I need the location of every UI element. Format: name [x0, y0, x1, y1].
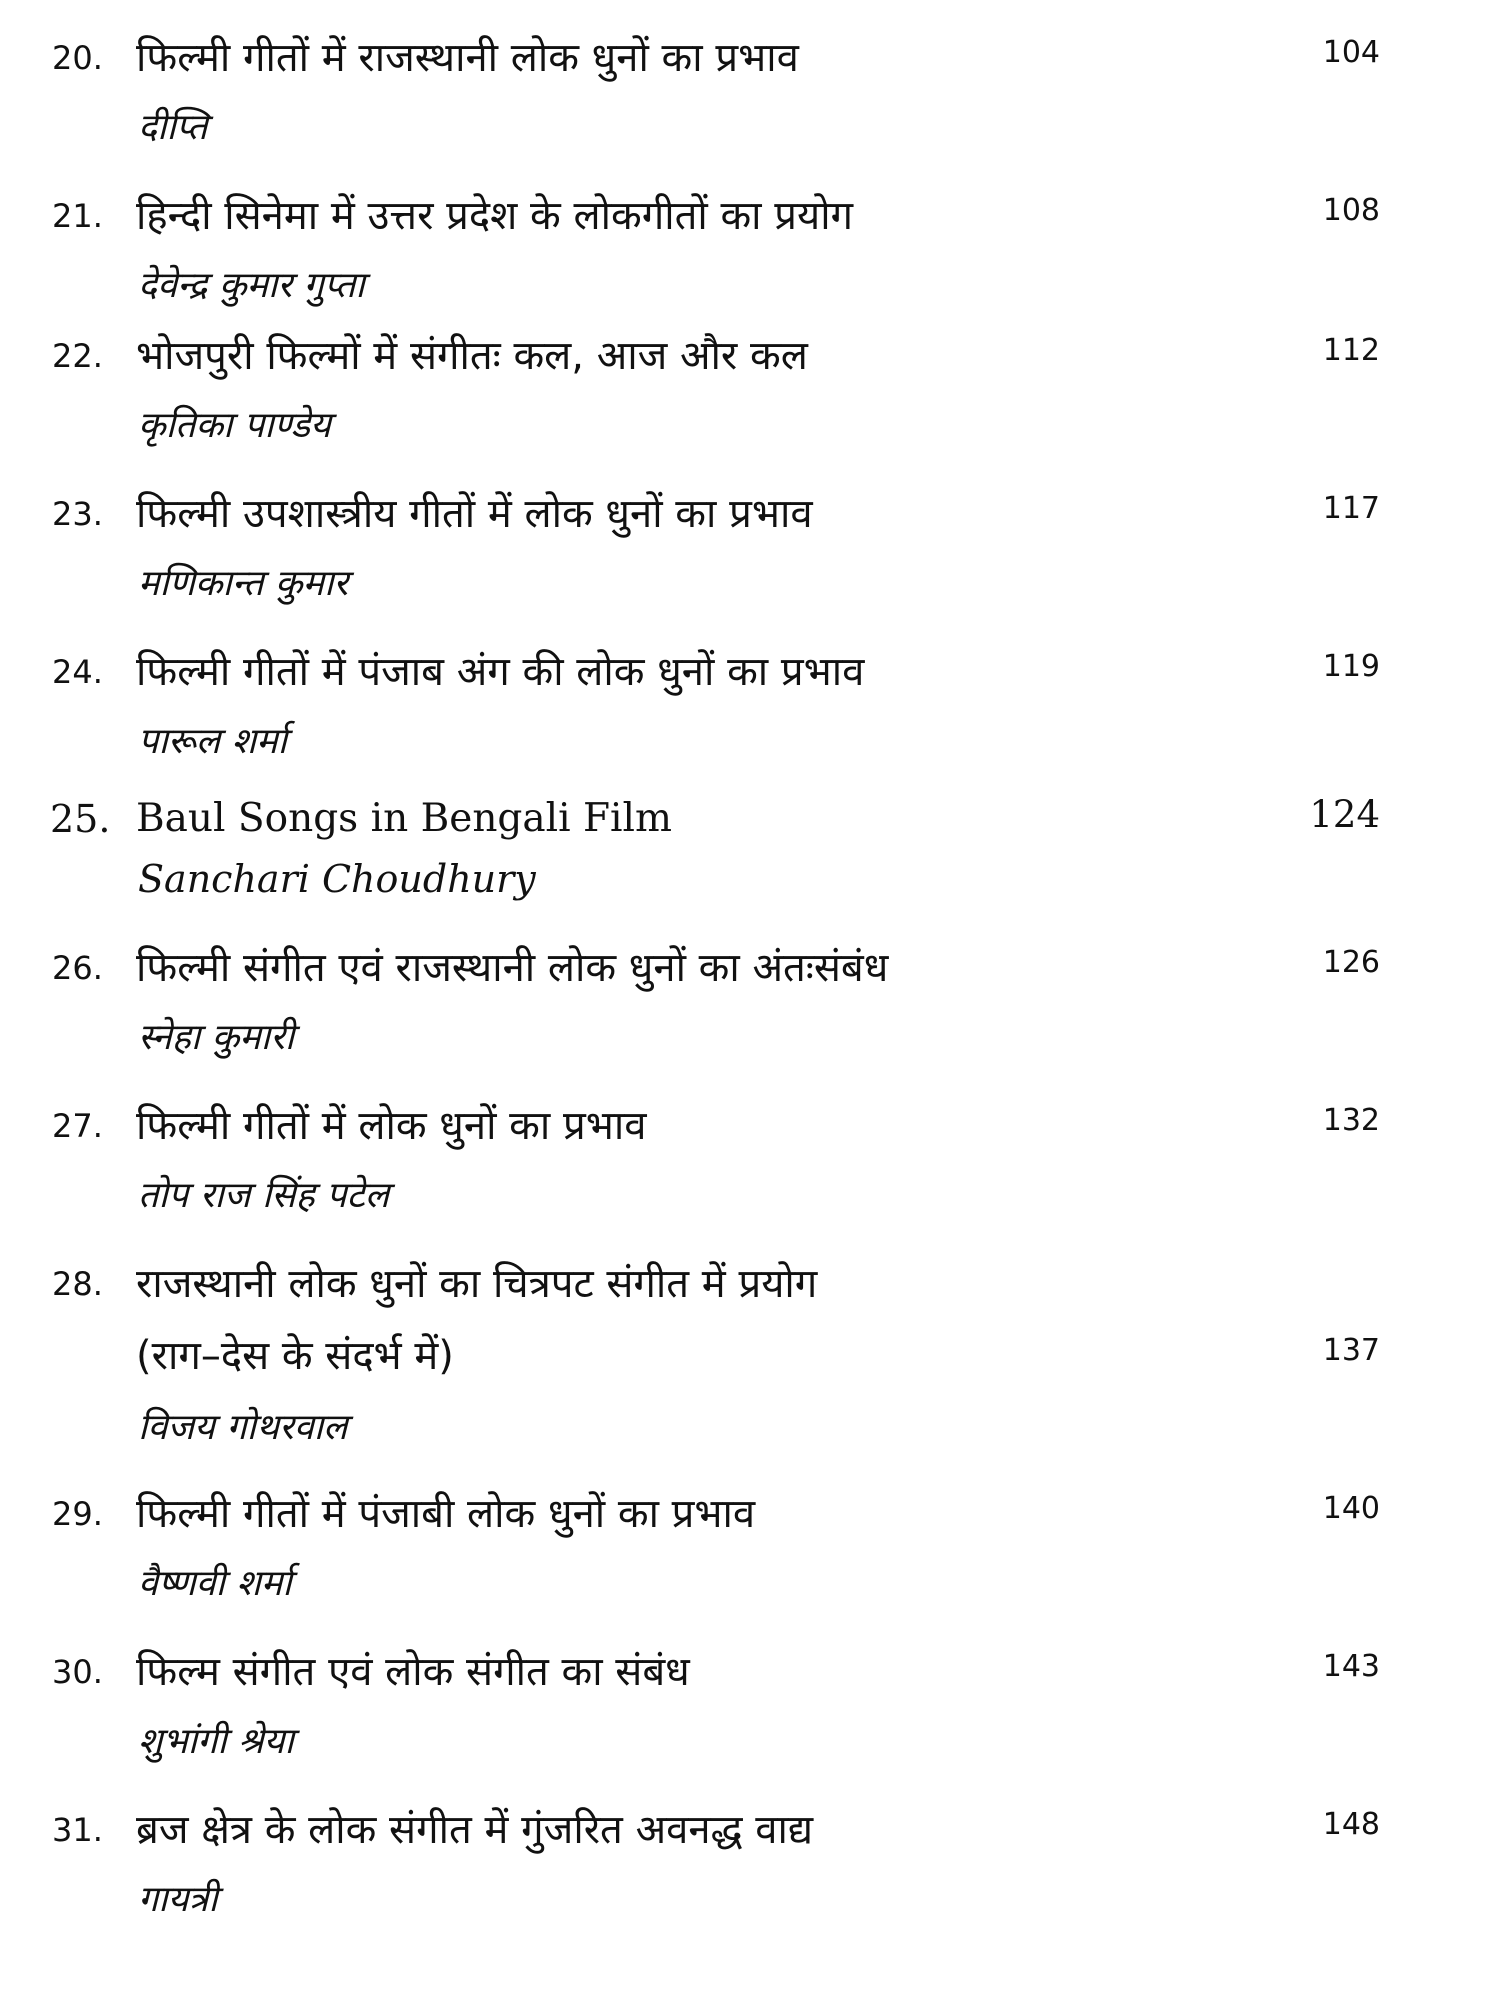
entry-title: फिल्मी गीतों में पंजाब अंग की लोक धुनों का प्रभाव: [136, 649, 865, 695]
entry-author: विजय गोथरवाल: [138, 1407, 348, 1448]
entry-author: शुभांगी श्रेया: [138, 1721, 294, 1762]
entry-page: 112: [1322, 333, 1380, 368]
entry-number: 22.: [52, 337, 103, 375]
entry-author: वैष्णवी शर्मा: [138, 1563, 292, 1604]
entry-title: फिल्मी गीतों में राजस्थानी लोक धुनों का प्रभाव: [136, 35, 799, 81]
entry-author: गायत्री: [138, 1879, 218, 1920]
entry-page: 104: [1322, 35, 1380, 70]
entry-author: तोप राज सिंह पटेल: [138, 1175, 390, 1216]
entry-title: फिल्मी गीतों में पंजाबी लोक धुनों का प्रभाव: [136, 1491, 756, 1537]
entry-page: 148: [1322, 1807, 1380, 1842]
entry-title: फिल्मी गीतों में लोक धुनों का प्रभाव: [136, 1103, 647, 1149]
entry-number: 29.: [52, 1495, 103, 1533]
entry-title: फिल्म संगीत एवं लोक संगीत का संबंध: [136, 1649, 690, 1695]
entry-author: दीप्ति: [138, 107, 208, 148]
entry-page: 132: [1322, 1103, 1380, 1138]
entry-page: 117: [1322, 491, 1380, 526]
entry-title: Baul Songs in Bengali Film: [136, 796, 672, 841]
entry-number: 30.: [52, 1653, 103, 1691]
entry-number: 28.: [52, 1265, 103, 1303]
entry-author: कृतिका पाण्डेय: [138, 405, 331, 446]
entry-author: देवेन्द्र कुमार गुप्ता: [138, 265, 365, 306]
entry-title: भोजपुरी फिल्मों में संगीतः कल, आज और कल: [136, 333, 808, 379]
entry-number: 24.: [52, 653, 103, 691]
entry-title: फिल्मी उपशास्त्रीय गीतों में लोक धुनों का प्रभाव: [136, 491, 813, 537]
entry-number: 31.: [52, 1811, 103, 1849]
entry-title-line2: (राग–देस के संदर्भ में): [136, 1333, 454, 1379]
entry-title: राजस्थानी लोक धुनों का चित्रपट संगीत में प्रयोग: [136, 1261, 818, 1307]
entry-number: 20.: [52, 39, 103, 77]
entry-page: 108: [1322, 193, 1380, 228]
entry-number: 25.: [50, 797, 111, 841]
entry-author: पारूल शर्मा: [138, 721, 287, 762]
entry-page: 140: [1322, 1491, 1380, 1526]
entry-author: स्नेहा कुमारी: [138, 1017, 295, 1058]
entry-number: 27.: [52, 1107, 103, 1145]
entry-number: 26.: [52, 949, 103, 987]
entry-number: 23.: [52, 495, 103, 533]
entry-page: 119: [1322, 649, 1380, 684]
entry-page: 143: [1322, 1649, 1380, 1684]
entry-author: Sanchari Choudhury: [138, 857, 536, 901]
entry-title: हिन्दी सिनेमा में उत्तर प्रदेश के लोकगीतों का प्रयोग: [136, 193, 854, 239]
entry-author: मणिकान्त कुमार: [138, 563, 349, 604]
entry-page: 137: [1322, 1333, 1380, 1368]
entry-title: ब्रज क्षेत्र के लोक संगीत में गुंजरित अवनद्ध वाद्य: [136, 1807, 814, 1853]
entry-title: फिल्मी संगीत एवं राजस्थानी लोक धुनों का अंतःसंबंध: [136, 945, 889, 991]
entry-page: 126: [1322, 945, 1380, 980]
entry-page: 124: [1309, 793, 1380, 836]
entry-number: 21.: [52, 197, 103, 235]
